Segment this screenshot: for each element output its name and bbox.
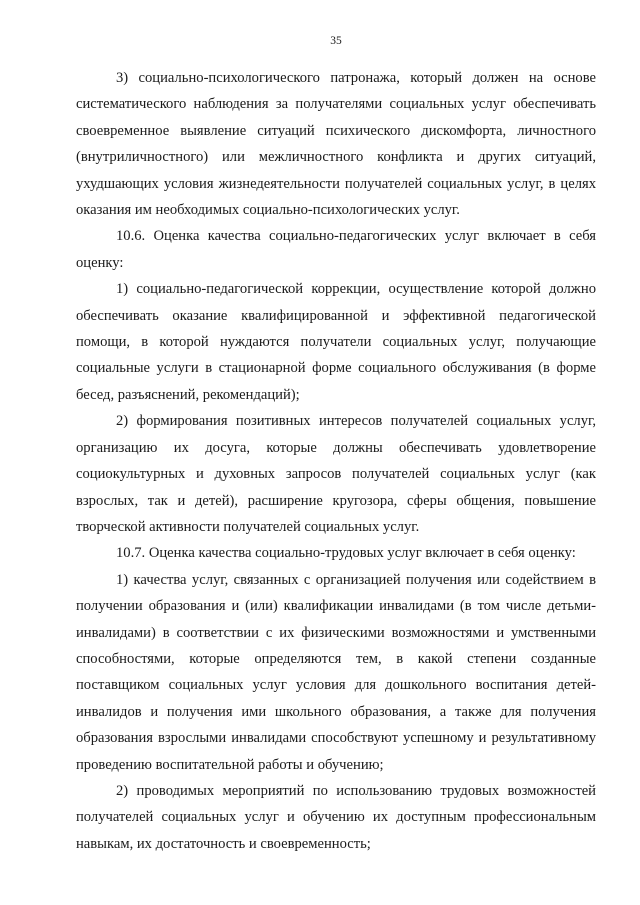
paragraph-positive-interests: 2) формирования позитивных интересов получателей социальных услуг, организацию их досуга, которые должны обеспечивать удовлетворение социокультурных и духовных запросов получателей социальных услуг (как взрослых, так и детей), расширение кругозора, сферы общения, повышение творческой активности получателей социальных услуг. xyxy=(76,413,596,535)
paragraph-10-7-heading: 10.7. Оценка качества социально-трудовых услуг включает в себя оценку: xyxy=(116,545,576,562)
paragraph-education-services: 1) качества услуг, связанных с организацией получения или содействием в получении образования и (или) квалификации инвалидами (в том числе детьми-инвалидами) в соответствии с их физическими возможностями и умственными способностями, которые определяются тем, в какой степени созданные поставщиком социальных услуг условия для дошкольного воспитания детей-инвалидов и получения ими школьного образования, а также для получения образования взрослыми инвалидами способствуют успешному и результативному проведению воспитательной работы и обучению; xyxy=(76,571,596,773)
paragraph-pedagogical-correction: 1) социально-педагогической коррекции, осуществление которой должно обеспечивать оказание квалифицированной и эффективной педагогической помощи, в которой нуждаются получатели социальных услуг, получающие социальные услуги в стационарной форме социального обслуживания (в форме бесед, разъяснений, рекомендаций); xyxy=(76,281,596,403)
page-number: 35 xyxy=(330,35,342,47)
paragraph-psych-patronage: 3) социально-психологического патронажа, который должен на основе систематического наблюдения за получателями социальных услуг обеспечивать своевременное выявление ситуаций психического дискомфорта, личностного (внутриличностного) или межличностного конфликта и других ситуаций, ухудшающих условия жизнедеятельности получателей социальных услуг, в целях оказания им необходимых социально-психологических услуг. xyxy=(76,70,596,219)
paragraph-10-6-heading: 10.6. Оценка качества социально-педагогических услуг включает в себя оценку: xyxy=(76,228,596,271)
paragraph-labor-activities: 2) проводимых мероприятий по использованию трудовых возможностей получателей социальных услуг и обучению их доступным профессиональным навыкам, их достаточность и своевременность; xyxy=(76,782,596,852)
